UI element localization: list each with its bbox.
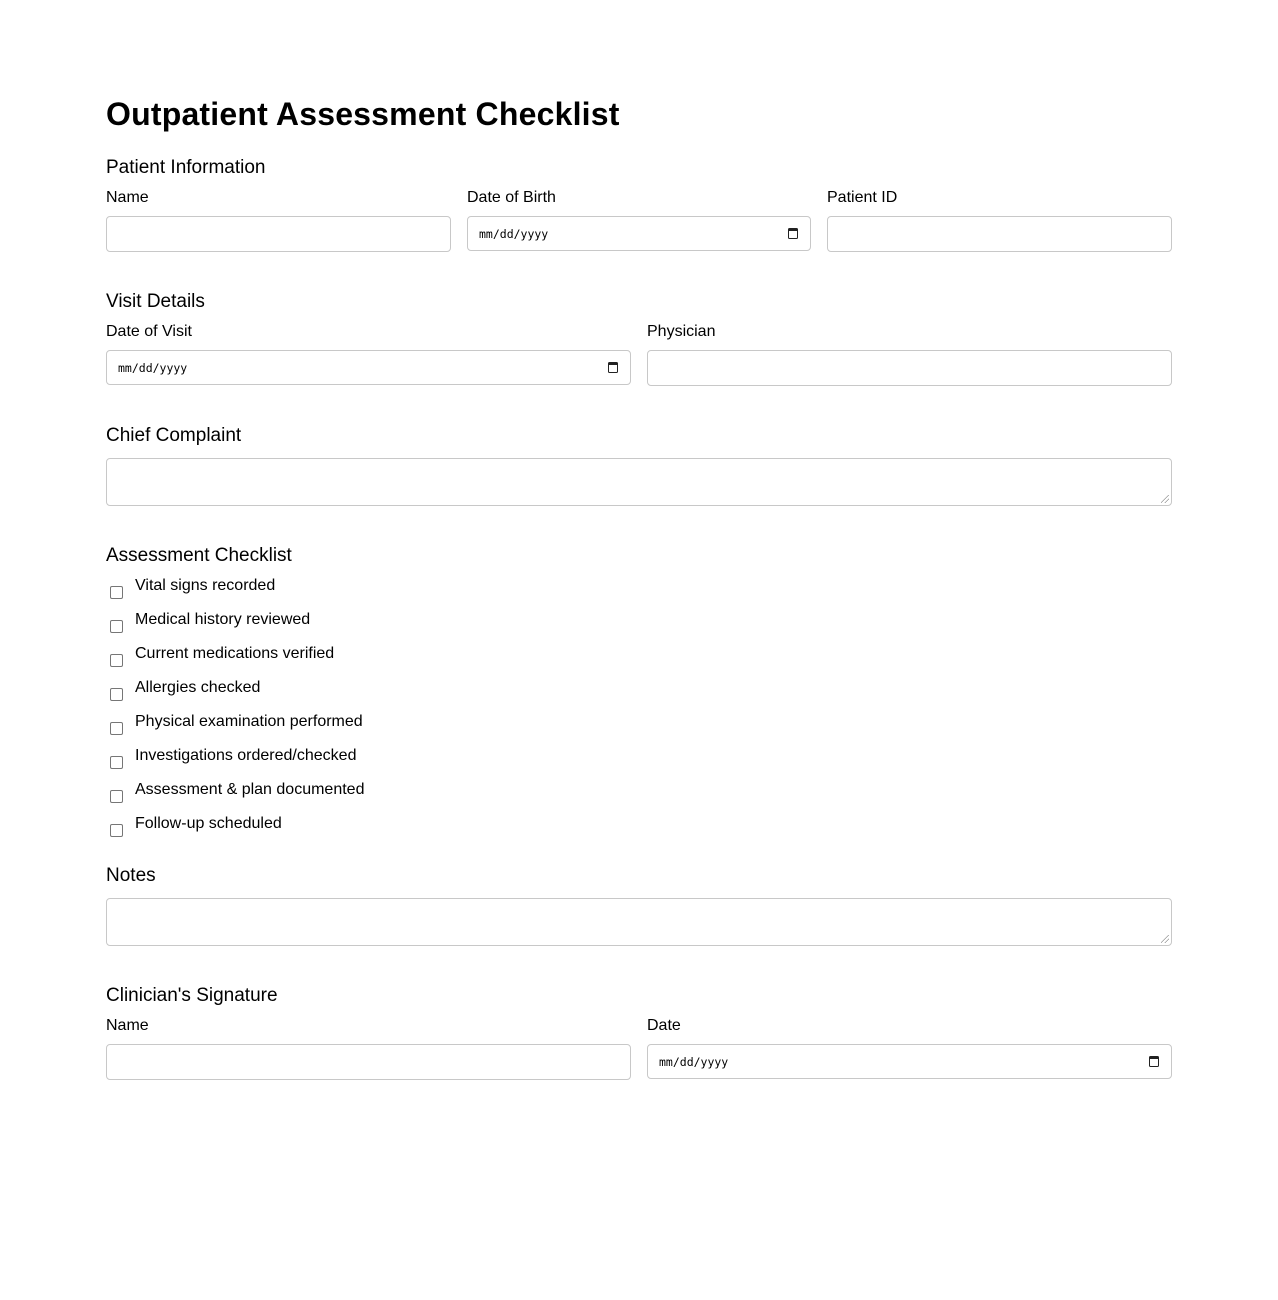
- date-of-visit-input[interactable]: [106, 350, 631, 385]
- resize-handle-icon[interactable]: [1161, 935, 1169, 943]
- checklist-item-label[interactable]: Assessment & plan documented: [135, 781, 365, 798]
- date-of-birth-placeholder: mm/dd/yyyy: [479, 227, 549, 241]
- checklist-item-label[interactable]: Investigations ordered/checked: [135, 747, 357, 764]
- notes-textarea[interactable]: [106, 898, 1172, 946]
- clinician-name-input[interactable]: [106, 1044, 631, 1080]
- resize-handle-icon[interactable]: [1161, 495, 1169, 503]
- patient-id-label: Patient ID: [827, 189, 898, 206]
- section-heading-patient-information: Patient Information: [106, 157, 266, 178]
- checklist-item-label[interactable]: Current medications verified: [135, 645, 335, 662]
- chief-complaint-textarea[interactable]: [106, 458, 1172, 506]
- section-heading-clinician-signature: Clinician's Signature: [106, 985, 278, 1006]
- physician-label: Physician: [647, 323, 716, 340]
- checklist-item-label[interactable]: Allergies checked: [135, 679, 261, 696]
- page-title: Outpatient Assessment Checklist: [106, 96, 620, 132]
- checkbox[interactable]: [110, 790, 123, 803]
- section-heading-assessment-checklist: Assessment Checklist: [106, 545, 292, 566]
- section-heading-notes: Notes: [106, 865, 156, 886]
- calendar-icon[interactable]: [788, 228, 798, 239]
- physician-input[interactable]: [647, 350, 1172, 386]
- date-of-visit-label: Date of Visit: [106, 323, 192, 340]
- checkbox[interactable]: [110, 688, 123, 701]
- section-heading-visit-details: Visit Details: [106, 291, 205, 312]
- checkbox[interactable]: [110, 756, 123, 769]
- checklist-item-label[interactable]: Vital signs recorded: [135, 577, 276, 594]
- checklist-item-label[interactable]: Follow-up scheduled: [135, 815, 282, 832]
- checkbox[interactable]: [110, 654, 123, 667]
- checklist-item-label[interactable]: Physical examination performed: [135, 713, 363, 730]
- date-of-visit-placeholder: mm/dd/yyyy: [118, 361, 188, 375]
- calendar-icon[interactable]: [1149, 1056, 1159, 1067]
- clinician-name-label: Name: [106, 1017, 149, 1034]
- patient-name-input[interactable]: [106, 216, 451, 252]
- signature-date-placeholder: mm/dd/yyyy: [659, 1055, 729, 1069]
- date-of-birth-input[interactable]: [467, 216, 811, 251]
- checkbox[interactable]: [110, 722, 123, 735]
- checkbox[interactable]: [110, 620, 123, 633]
- signature-date-input[interactable]: [647, 1044, 1172, 1079]
- section-heading-chief-complaint: Chief Complaint: [106, 425, 242, 446]
- checkbox[interactable]: [110, 824, 123, 837]
- date-of-birth-label: Date of Birth: [467, 189, 556, 206]
- calendar-icon[interactable]: [608, 362, 618, 373]
- patient-id-input[interactable]: [827, 216, 1172, 252]
- checkbox[interactable]: [110, 586, 123, 599]
- signature-date-label: Date: [647, 1017, 681, 1034]
- checklist-item-label[interactable]: Medical history reviewed: [135, 611, 311, 628]
- patient-name-label: Name: [106, 189, 149, 206]
